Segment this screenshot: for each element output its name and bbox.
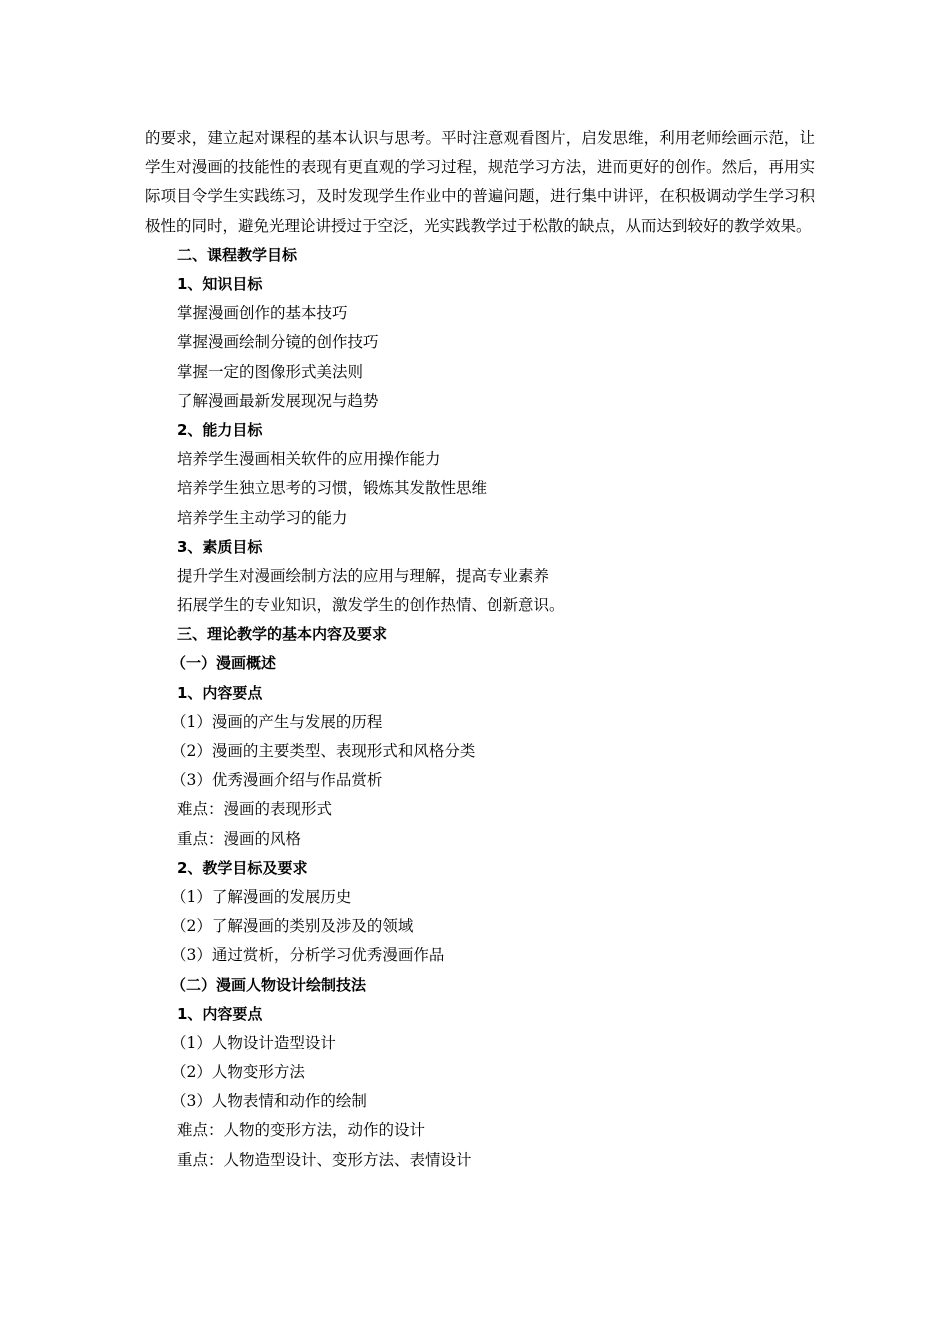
ability-item: 培养学生主动学习的能力 xyxy=(177,508,348,527)
subheading-content-points: 1、内容要点 xyxy=(177,683,263,702)
subheading-teaching-goals: 2、教学目标及要求 xyxy=(177,858,308,877)
section-heading-course-objectives: 二、课程教学目标 xyxy=(177,245,298,264)
key-point: 重点：人物造型设计、变形方法、表情设计 xyxy=(177,1150,472,1169)
goal-item: （2）了解漫画的类别及涉及的领域 xyxy=(171,917,414,936)
subheading-knowledge-objectives: 1、知识目标 xyxy=(177,275,263,293)
goal-item: （1）了解漫画的发展历史 xyxy=(171,887,352,906)
ability-item: 培养学生漫画相关软件的应用操作能力 xyxy=(177,450,441,469)
knowledge-item: 掌握一定的图像形式美法则 xyxy=(177,362,364,381)
document-body xyxy=(145,124,815,1175)
difficulty-point: 难点：人物的变形方法，动作的设计 xyxy=(177,1121,426,1140)
unit-heading-character-design: （二）漫画人物设计绘制技法 xyxy=(171,975,367,994)
section-heading-theory-content: 三、理论教学的基本内容及要求 xyxy=(177,625,388,644)
content-item: （2）人物变形方法 xyxy=(171,1063,305,1082)
content-item: （1）漫画的产生与发展的历程 xyxy=(171,712,383,731)
content-item: （3）优秀漫画介绍与作品赏析 xyxy=(171,771,383,790)
difficulty-point: 难点：漫画的表现形式 xyxy=(177,800,333,819)
key-point: 重点：漫画的风格 xyxy=(177,829,302,848)
intro-paragraph: 的要求，建立起对课程的基本认识与思考。平时注意观看图片，启发思维，利用老师绘画示范，让学生对漫画的技能性的表现有更直观的学习过程，规范学习方法，进而更好的创作。然后，再用实际项目令学生实践练习，及时发现学生作业中的普遍问题，进行集中讲评，在积极调动学生学习积极性的同时，避免光理论讲授过于空泛，光实践教学过于松散的缺点，从而达到较好的教学效果。 xyxy=(145,129,815,235)
content-item: （2）漫画的主要类型、表现形式和风格分类 xyxy=(171,742,476,760)
quality-item: 提升学生对漫画绘制方法的应用与理解，提高专业素养 xyxy=(177,566,550,585)
unit-heading-comic-overview: （一）漫画概述 xyxy=(171,654,277,673)
content-item: （3）人物表情和动作的绘制 xyxy=(171,1092,367,1111)
subheading-content-points: 1、内容要点 xyxy=(177,1004,263,1023)
goal-item: （3）通过赏析，分析学习优秀漫画作品 xyxy=(171,946,445,965)
ability-item: 培养学生独立思考的习惯，锻炼其发散性思维 xyxy=(177,479,488,498)
knowledge-item: 掌握漫画绘制分镜的创作技巧 xyxy=(177,333,379,352)
content-item: （1）人物设计造型设计 xyxy=(171,1033,336,1052)
subheading-quality-objectives: 3、素质目标 xyxy=(177,537,263,556)
subheading-ability-objectives: 2、能力目标 xyxy=(177,420,263,439)
quality-item: 拓展学生的专业知识，激发学生的创作热情、创新意识。 xyxy=(177,596,565,615)
knowledge-item: 掌握漫画创作的基本技巧 xyxy=(177,304,348,323)
knowledge-item: 了解漫画最新发展现况与趋势 xyxy=(177,391,379,410)
